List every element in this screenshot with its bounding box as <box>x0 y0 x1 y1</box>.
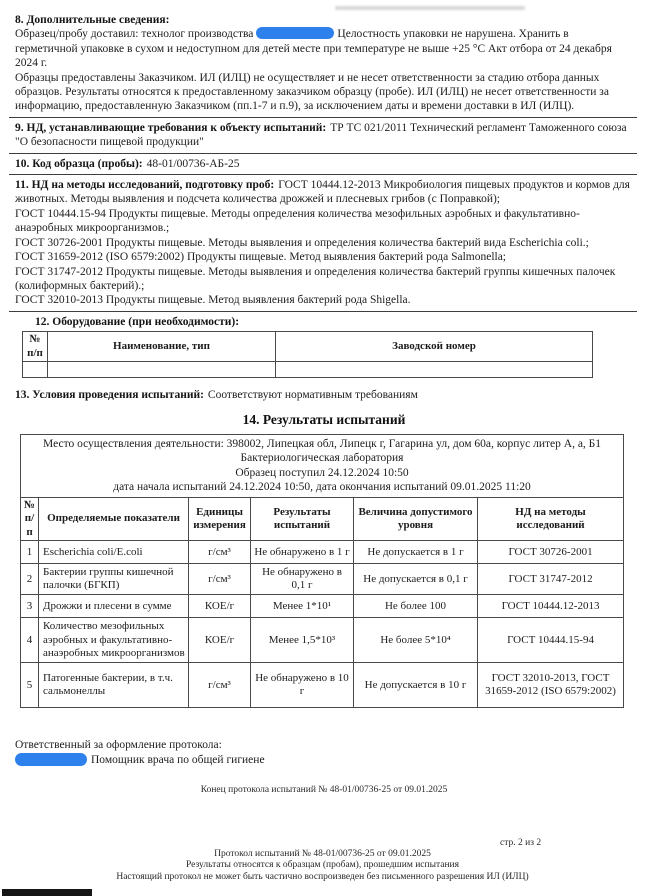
results-col-units: Единицы измерения <box>189 497 251 541</box>
laboratory-name: Бактериологическая лаборатория <box>240 452 404 465</box>
row-number: 4 <box>21 618 39 663</box>
section-methods <box>15 178 633 308</box>
gost-entry: ГОСТ 10444.15-94 Продукты пищевые. Методы определения количества мезофильных аэробных и факультативно-анаэробных микроорганизмов.; <box>15 207 580 235</box>
page-number: стр. 2 из 2 <box>500 838 542 848</box>
limit-cell: Не допускается в 1 г <box>354 541 478 564</box>
row-number: 1 <box>21 541 39 564</box>
gost-entry: ГОСТ 31747-2012 Продукты пищевые. Методы выявления и определения количества бактерий группы кишечных палочек (колиформных бактерий).; <box>15 265 616 292</box>
empty-cell <box>276 362 593 378</box>
section-8-paragraph-1 <box>15 27 633 70</box>
gost-entry: ГОСТ 30726-2001 Продукты пищевые. Методы выявления и определения количества бактерий вида Escherichia coli.; <box>15 236 589 249</box>
section-11-heading: 11. НД на методы исследований, подготовку проб: <box>15 179 275 192</box>
results-header-row <box>21 497 624 541</box>
section-8-heading: 8. Дополнительные сведения: <box>15 14 170 26</box>
result-cell: Менее 1,5*10³ <box>251 618 354 663</box>
results-row <box>21 663 624 708</box>
section-12-heading: 12. Оборудование (при необходимости): <box>35 315 240 328</box>
method-cell: ГОСТ 31747-2012 <box>478 564 624 595</box>
results-col-indicator: Определяемые показатели <box>39 497 189 541</box>
indicator-cell: Бактерии группы кишечной палочки (БГКП) <box>39 564 189 595</box>
sample-code-value: 48-01/00736-АБ-25 <box>146 157 240 170</box>
section-test-conditions <box>15 388 633 402</box>
method-cell: ГОСТ 32010-2013, ГОСТ 31659-2012 (ISO 6579:2002) <box>478 663 624 708</box>
redaction-pill-signature <box>15 753 87 766</box>
equipment-col-serial: Заводской номер <box>276 332 593 362</box>
footer-protocol-line: Протокол испытаний № 48-01/00736-25 от 09.01.2025 <box>214 849 431 859</box>
gost-entry: ГОСТ 31659-2012 (ISO 6579:2002) Продукты пищевые. Метод выявления бактерий рода Salmonella; <box>15 251 507 264</box>
results-table <box>20 434 624 709</box>
redaction-pill <box>256 27 334 39</box>
result-cell: Не обнаружено в 1 г <box>251 541 354 564</box>
equipment-empty-row <box>23 362 593 378</box>
packaging-integrity-text: Целостность упаковки не нарушена. Хранить в герметичной упаковке в сухом и недоступном для детей месте при температуре не выше +25 °С Акт отбора от 24 декабря 2024 г. <box>15 28 612 70</box>
method-cell: ГОСТ 30726-2001 <box>478 541 624 564</box>
units-cell: КОЕ/г <box>189 595 251 618</box>
activity-location: Место осуществления деятельности: 398002, Липецкая обл, Липецк г, Гагарина ул, дом 60а, корпус литер А, а, Б1 <box>43 437 602 450</box>
section-divider <box>9 117 637 118</box>
section-divider <box>9 311 637 312</box>
results-meta-cell <box>21 434 624 497</box>
section-8-paragraph-2: Образцы предоставлены Заказчиком. ИЛ (ИЛЦ) не осуществляет и не несет ответственности за стадию отбора данных образцов. Результаты относятся к предоставленному заказчиком образцу (пробе). ИЛ (ИЛЦ) не несет ответственности за информацию, предоставленную Заказчиком (пп.1-7 и п.9), за исключением даты и времени доставки в ИЛ (ИЛЦ). <box>15 71 609 113</box>
results-col-method: НД на методы исследований <box>478 497 624 541</box>
section-equipment <box>15 315 633 378</box>
limit-cell: Не более 100 <box>354 595 478 618</box>
sample-received-date: Образец поступил 24.12.2024 10:50 <box>235 466 409 479</box>
units-cell: г/см³ <box>189 663 251 708</box>
section-divider <box>9 174 637 175</box>
row-number: 3 <box>21 595 39 618</box>
units-cell: г/см³ <box>189 564 251 595</box>
equipment-table <box>22 331 593 378</box>
equipment-header-row <box>23 332 593 362</box>
page-footer <box>0 849 645 883</box>
section-sample-code <box>15 157 633 171</box>
limit-cell: Не допускается в 10 г <box>354 663 478 708</box>
empty-cell <box>23 362 48 378</box>
scan-artifact-bar <box>2 889 92 896</box>
closing-block <box>15 738 633 767</box>
responsible-role: Помощник врача по общей гигиене <box>91 753 265 766</box>
units-cell: г/см³ <box>189 541 251 564</box>
responsible-label: Ответственный за оформление протокола: <box>15 739 222 752</box>
indicator-cell: Патогенные бактерии, в т.ч. сальмонеллы <box>39 663 189 708</box>
gost-entry: ГОСТ 10444.12-2013 Микробиология пищевых продуктов и кормов для животных. Методы выявления и подсчета количества дрожжей и плесневых грибов (с Поправкой); <box>15 179 630 206</box>
results-row <box>21 541 624 564</box>
units-cell: КОЕ/г <box>189 618 251 663</box>
results-row <box>21 595 624 618</box>
section-9-heading: 9. НД, устанавливающие требования к объекту испытаний: <box>15 121 327 134</box>
gost-entry: ГОСТ 32010-2013 Продукты пищевые. Метод выявления бактерий рода Shigella. <box>15 294 411 307</box>
section-requirements <box>15 121 633 150</box>
method-cell: ГОСТ 10444.15-94 <box>478 618 624 663</box>
method-cell: ГОСТ 10444.12-2013 <box>478 595 624 618</box>
results-row <box>21 618 624 663</box>
scan-smudge-artifact <box>335 6 525 10</box>
result-cell: Не обнаружено в 0,1 г <box>251 564 354 595</box>
indicator-cell: Escherichia coli/E.coli <box>39 541 189 564</box>
indicator-cell: Количество мезофильных аэробных и факультативно-анаэробных микроорганизмов <box>39 618 189 663</box>
section-divider <box>9 153 637 154</box>
row-number: 2 <box>21 564 39 595</box>
sample-delivered-text: Образец/пробу доставил: технолог производства <box>15 28 254 41</box>
test-conditions-value: Соответствуют нормативным требованиям <box>207 389 418 402</box>
equipment-col-number: № п/п <box>23 332 48 362</box>
limit-cell: Не допускается в 0,1 г <box>354 564 478 595</box>
empty-cell <box>48 362 276 378</box>
responsible-line <box>15 753 633 767</box>
section-additional-info <box>15 13 633 114</box>
section-10-heading: 10. Код образца (пробы): <box>15 157 143 170</box>
results-col-result: Результаты испытаний <box>251 497 354 541</box>
results-title: 14. Результаты испытаний <box>242 411 406 427</box>
results-col-number: № п/п <box>21 497 39 541</box>
indicator-cell: Дрожжи и плесени в сумме <box>39 595 189 618</box>
footer-copyright-line: Настоящий протокол не может быть частично воспроизведен без письменного разрешения ИЛ (ИЛЦ) <box>116 871 529 882</box>
footer-results-line: Результаты относятся к образцам (пробам), прошедшим испытания <box>186 860 459 871</box>
limit-cell: Не более 5*10⁴ <box>354 618 478 663</box>
protocol-end-line: Конец протокола испытаний № 48-01/00736-25 от 09.01.2025 <box>200 785 448 796</box>
result-cell: Менее 1*10¹ <box>251 595 354 618</box>
section-9-text: ТР ТС 021/2011 Технический регламент Таможенного союза "О безопасности пищевой продукции" <box>15 121 627 149</box>
section-13-heading: 13. Условия проведения испытаний: <box>15 389 204 402</box>
results-meta-row <box>21 434 624 497</box>
row-number: 5 <box>21 663 39 708</box>
results-col-limit: Величина допустимого уровня <box>354 497 478 541</box>
equipment-col-name: Наименование, тип <box>48 332 276 362</box>
result-cell: Не обнаружено в 10 г <box>251 663 354 708</box>
results-row <box>21 564 624 595</box>
test-dates: дата начала испытаний 24.12.2024 10:50, дата окончания испытаний 09.01.2025 11:20 <box>113 481 531 494</box>
